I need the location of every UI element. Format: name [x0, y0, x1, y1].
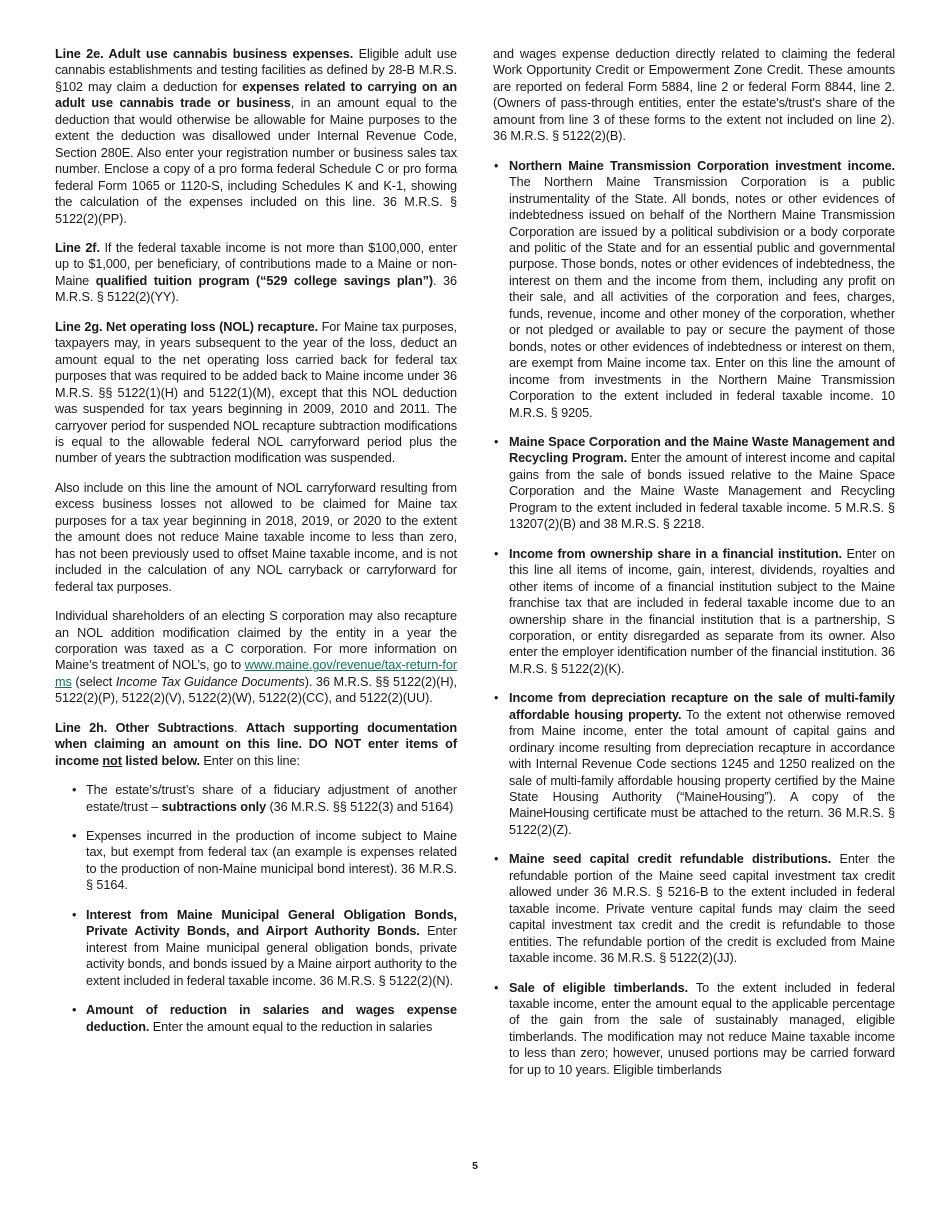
bullet-icon: • [72, 783, 77, 798]
bullet-icon: • [494, 546, 499, 561]
line-2g-p3-italic: Income Tax Guidance Documents [115, 674, 305, 689]
paragraph-line-2f [55, 240, 457, 306]
bullet-text: Enter the refundable portion of the Maine seed capital investment tax credit allowed under 36 M.R.S. § 5216-B to the extent included in federal taxable income. Private venture capital funds may claim the seed capital investment tax credit and the credit is refundable to those entities. The refundable portion of the credit is excluded from Maine taxable income. 36 M.R.S. § 5122(2)(JJ). [509, 852, 895, 966]
line-2e-bold-phrase: expenses related to carrying on an adult use cannabis trade or business [55, 79, 458, 111]
bullet-icon: • [72, 829, 77, 844]
bullet-icon: • [494, 434, 499, 449]
bullet-text: Enter on this line all items of income, gain, interest, dividends, royalties and other items of income of a financial institution subject to the Maine franchise tax that are included in federal taxable income due to an ownership share in the financial institution that is a partnership, S corporation, or entity disregarded as separate from its owner. Also enter the employer identification number of the financial institution. 36 M.R.S. § 5122(2)(K). [509, 546, 895, 676]
bullet-bold-phrase: Sale of eligible timberlands. [509, 980, 689, 995]
bullet-text: To the extent not otherwise removed from Maine income, enter the total amount of capital gains and ordinary income resulting from depreciation recapture in accordance with Internal Revenue Code sections 1245 and 1250 realized on the sale of multi-family affordable housing property certified by the Maine State Housing Authority (“MaineHousing”). A copy of the MaineHousing certificate must be attached to the return. 36 M.R.S. § 5122(2)(Z). [509, 707, 895, 837]
line-2h-bold-2: listed below. [121, 753, 200, 768]
list-item [493, 158, 895, 421]
bullet-bold-phrase: Interest from Maine Municipal General Obligation Bonds, Private Activity Bonds, and Airport Authority Bonds. [86, 907, 457, 939]
bullet-text-2: (36 M.R.S. §§ 5122(3) and 5164) [266, 799, 454, 814]
list-item [55, 907, 457, 989]
paragraph-line-2h-heading [55, 720, 457, 769]
bullet-text: Enter the amount of interest income and capital gains from the sale of bonds issued relative to the Maine Space Corporation and the Maine Waste Management and Recycling Program to the extent included in federal taxable income. 5 M.R.S. § 13207(2)(B) and 38 M.R.S. § 2218. [509, 451, 895, 532]
bullet-icon: • [72, 907, 77, 922]
bullet-text: To the extent included in federal taxable income, enter the amount equal to the applicable percentage of the gain from the sale of sustainably managed, eligible timberlands. The modification may not reduce Maine taxable income to less than zero; however, unused portions may be carried forward for up to 10 years. Eligible timberlands [509, 980, 895, 1077]
bullet-text-1: Expenses incurred in the production of income subject to Maine tax, but exempt from federal tax (an example is expenses related to the production of non-Maine municipal bond interest). 36 M.R.S. § 5164. [86, 829, 457, 893]
right-column [493, 46, 895, 1091]
bullet-icon: • [72, 1003, 77, 1018]
list-item [55, 782, 457, 815]
bullet-bold-phrase: subtractions only [161, 799, 267, 814]
list-item [493, 690, 895, 838]
paragraph-line-2g-3 [55, 608, 457, 707]
line-2f-text-2: . 36 M.R.S. § 5122(2)(YY). [55, 273, 458, 305]
line-2g-p3-text-2: (select [71, 674, 116, 689]
bullet-icon: • [494, 980, 499, 995]
bullet-text-2: Enter the amount equal to the reduction in salaries [149, 1019, 433, 1034]
line-2h-heading-sep: . [234, 720, 246, 735]
left-column [55, 46, 457, 1091]
paragraph-line-2e [55, 46, 457, 227]
line-2g-p3-text-1: Individual shareholders of an electing S corporation may also recapture an NOL addition modification claimed by the entity in a year the corporation was taxed as a C corporation. For more information on Maine’s treatment of NOL’s, go to [55, 609, 457, 673]
bullet-icon: • [494, 852, 499, 867]
line-2h-heading-1: Line 2h. Other Subtractions [55, 720, 235, 735]
line-2e-text-2: , in an amount equal to the deduction that would otherwise be allowable for Maine purposes to the extent the deduction was disallowed under Internal Revenue Code, Section 280E. Also enter your registration number or business sales tax number. Enclose a copy of a pro forma federal Schedule C or pro forma federal Form 1065 or 1120-S, including Schedules K and K-1, showing the calculation of the expenses included on this line. 36 M.R.S. § 5122(2)(PP). [55, 96, 457, 226]
maine-revenue-tax-forms-link[interactable]: www.maine.gov/revenue/tax-return-forms [55, 658, 457, 689]
bullet-bold-phrase: Amount of reduction in salaries and wages expense deduction. [86, 1003, 457, 1034]
list-item [493, 851, 895, 966]
line-2h-bold-underline: not [102, 753, 122, 768]
bullet-bold-phrase: Maine Space Corporation and the Maine Waste Management and Recycling Program. [509, 434, 895, 466]
line-2e-text-1: Eligible adult use cannabis establishments and testing facilities as defined by 28-B M.R.S. §102 may claim a deduction for [55, 47, 458, 94]
bullet-bold-phrase: Income from ownership share in a financial institution. [509, 546, 842, 561]
line-2f-bold-phrase: qualified tuition program (“529 college savings plan”) [95, 273, 434, 288]
paragraph-continuation: and wages expense deduction directly related to claiming the federal Work Opportunity Credit or Empowerment Zone Credit. These amounts are reported on federal Form 5884, line 2 or federal Form 8844, line 2. (Owners of pass-through entities, enter the estate's/trust's share of the amount from line 3 of these forms to the extent not included on line 2). 36 M.R.S. § 5122(2)(B). [493, 47, 895, 144]
list-item [493, 546, 895, 678]
list-item [493, 434, 895, 533]
list-item [55, 828, 457, 894]
bullet-text-1: The estate’s/trust’s share of a fiduciary adjustment of another estate/trust – [86, 783, 457, 814]
bullet-bold-phrase: Maine seed capital credit refundable distributions. [509, 852, 832, 867]
bullet-bold-phrase: Income from depreciation recapture on the sale of multi-family affordable housing property. [509, 691, 895, 722]
line-2g-paragraph-1: For Maine tax purposes, taxpayers may, in years subsequent to the year of the loss, deduct an amount equal to the net operating loss carried back for federal tax purposes that was required to be added back to Maine income under 36 M.R.S. §§ 5122(1)(H) and 5122(1)(M), except that this NOL deduction was suspended for tax years beginning in 2009, 2010 and 2011. The carryover period for suspended NOL recapture subtraction modifications is equal to the allowable federal NOL carryforward period plus the number of years the subtraction modification was suspended. [55, 319, 457, 466]
line-2h-bullet-list [55, 782, 457, 1035]
list-item [55, 1002, 457, 1035]
line-2h-bold-1: Attach supporting documentation when claiming an amount on this line. DO NOT enter items of income [55, 720, 457, 768]
bullet-icon: • [494, 158, 499, 173]
bullet-text-2: Enter interest from Maine municipal general obligation bonds, private activity bonds, and bonds issued by a Maine airport authority to the extent included in federal taxable income. 36 M.R.S. § 5122(2)(N). [86, 924, 457, 988]
bullet-bold-phrase: Northern Maine Transmission Corporation investment income. [509, 158, 895, 173]
paragraph-line-2g-2: Also include on this line the amount of NOL carryforward resulting from excess business losses not allowed to be claimed for Maine tax purposes for a tax year beginning in 2018, 2019, or 2020 to the extent the amount does not reduce Maine taxable income to less than zero, has not been previously used to offset Maine taxable income, and is not included in the calculation of any NOL carryback or carryforward for federal tax purposes. [55, 480, 457, 594]
line-2f-text-1: If the federal taxable income is not more than $100,000, enter up to $1,000, per beneficiary, of contributions made to a Maine or non-Maine [55, 240, 457, 288]
line-2e-heading: Line 2e. Adult use cannabis business expenses. [55, 47, 354, 61]
page-number: 5 [472, 1160, 478, 1172]
line-2f-heading: Line 2f. [55, 240, 100, 255]
bullet-icon: • [494, 691, 499, 706]
line-2h-heading-3: Enter on this line: [199, 753, 300, 768]
line-2g-p3-text-3: ). 36 M.R.S. §§ 5122(2)(H), 5122(2)(P), 5122(2)(V), 5122(2)(W), 5122(2)(CC), and 5122(2)(UU). [55, 674, 458, 706]
bullet-text: The Northern Maine Transmission Corporation is a public instrumentality of the State. All bonds, notes or other evidences of indebtedness issued on behalf of the Northern Maine Transmission Corporation are issued by a political subdivision or a body corporate and politic of the State and for an essential public and governmental purpose. Those bonds, notes or other evidences of indebtedness, the interest on them and the income from them, including any profit on their sale, and all activities of the corporation and fees, charges, funds, revenue, income and other money of the corporation, whether or not pledged or available to pay or secure the payment of those bonds, notes or other evidences of indebtedness or interest on them, are exempt from Maine income tax. Enter on this line the amount of income from investments in the Northern Maine Transmission Corporation to the extent included in federal taxable income. 10 M.R.S. § 9205. [509, 175, 895, 420]
right-column-bullet-list [493, 158, 895, 1079]
list-item [493, 980, 895, 1079]
two-column-body [55, 46, 895, 1091]
line-2g-heading: Line 2g. Net operating loss (NOL) recapture. [55, 319, 319, 334]
paragraph-line-2g-1 [55, 319, 457, 467]
